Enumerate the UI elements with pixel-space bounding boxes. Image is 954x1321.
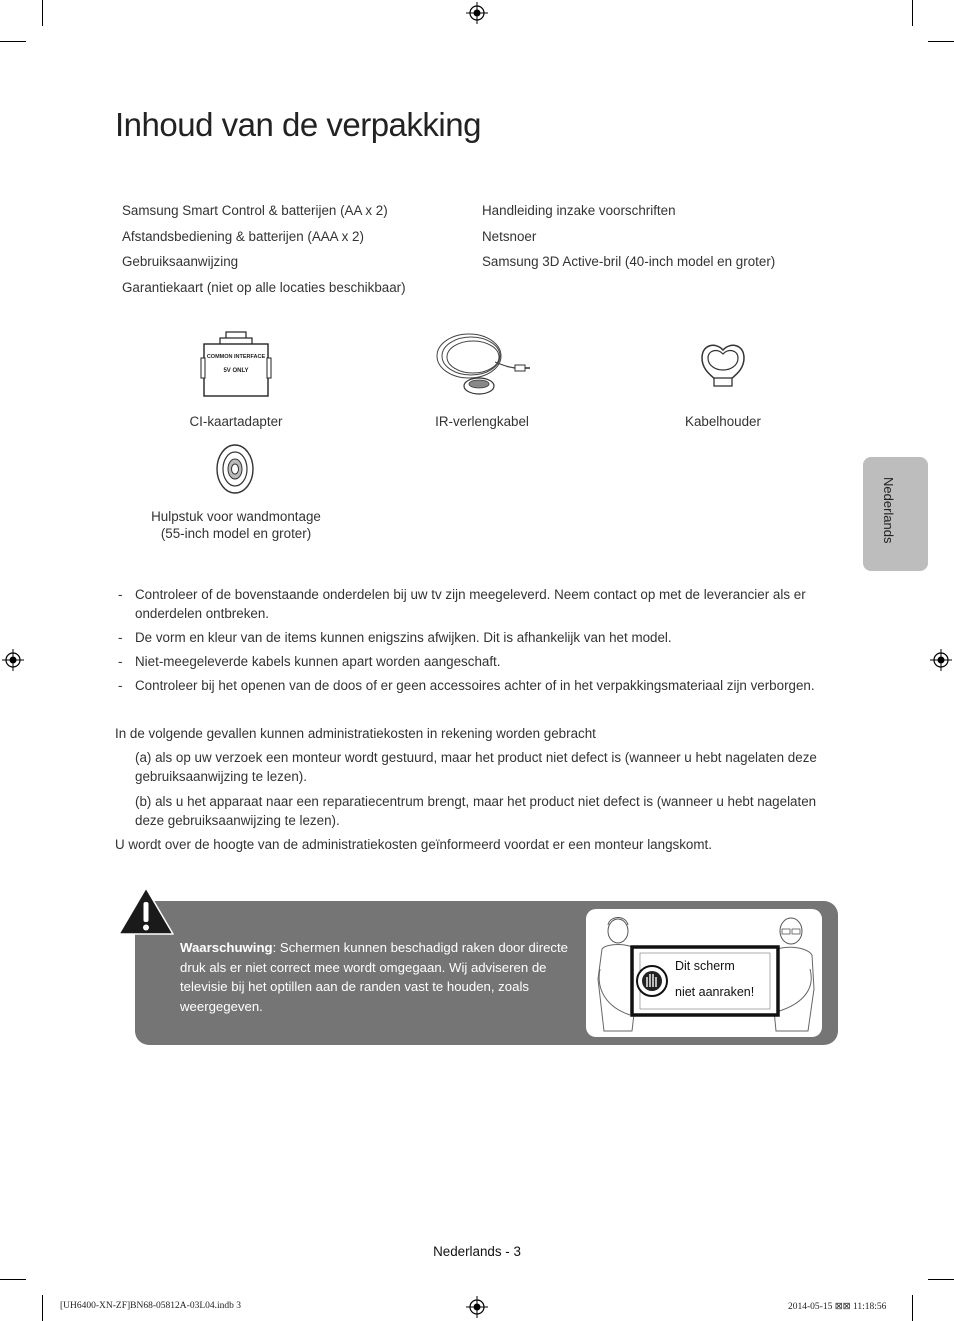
note-dash: - [118,654,123,669]
ci-card-adapter-icon [198,330,274,400]
list-item: Samsung 3D Active-bril (40-inch model en groter) [482,254,776,269]
note-dash: - [118,678,123,693]
print-slug-date: 2014-05-15 ⊠⊠ 11:18:56 [788,1302,887,1312]
crop-mark [42,0,43,26]
crop-mark [928,1279,954,1280]
accessory-caption-line: Hulpstuk voor wandmontage [151,509,321,524]
note-item [116,628,816,647]
list-item: Afstandsbediening & batterijen (AAA x 2) [122,228,364,244]
note-text: Niet-meegeleverde kabels kunnen apart worden aangeschaft. [135,654,501,669]
wall-mount-adapter-icon [212,442,258,496]
warning-body: : Schermen kunnen beschadigd raken door directe druk als er niet correct mee wordt omgegaan. Wij adviseren de televisie bij het optillen aan de randen vast te houden, zoals weergegeven. [180,940,569,1014]
page-title: Inhoud van de verpakking [115,106,481,143]
note-item [116,652,816,671]
admin-costs-section [115,724,825,854]
people-holding-tv-illustration [586,909,822,1037]
registration-mark-icon [930,649,952,671]
note-dash: - [118,630,123,645]
crop-mark [42,1295,43,1321]
side-tab-label: Nederlands [881,477,896,544]
page-footer: Nederlands - 3 [433,1244,521,1259]
warning-triangle-icon [117,886,175,936]
notes-list [116,585,816,695]
note-dash: - [118,587,123,602]
accessory-caption: IR-verlengkabel [435,414,529,429]
ir-extension-cable-icon [433,330,531,400]
cable-holder-icon [698,340,748,390]
note-text: Controleer bij het openen van de doos of er geen accessoires achter of in het verpakkingsmateriaal zijn verborgen. [135,678,815,693]
contents-list-right [482,198,822,275]
ci-card-text: 5V ONLY [223,368,249,374]
screen-warning-line1: Dit scherm [675,959,735,973]
list-item: Samsung Smart Control & batterijen (AA x 2) [122,203,388,218]
accessory-caption: Kabelhouder [685,414,761,429]
accessory-caption-line: (55-inch model en groter) [160,526,312,541]
list-item: Garantiekaart (niet op alle locaties beschikbaar) [122,279,406,295]
ci-card-text: COMMON INTERFACE [206,354,266,360]
admin-item-a: (a) als op uw verzoek een monteur wordt gestuurd, maar het product niet defect is (wanneer u hebt nagelaten deze gebruiksaanwijzing te lezen). [135,750,817,784]
language-side-tab [863,457,928,571]
note-text: Controleer of de bovenstaande onderdelen bij uw tv zijn meegeleverd. Neem contact op met de leverancier als er onderdelen ontbreken. [135,587,806,621]
warning-label: Waarschuwing [180,940,273,955]
warning-text [180,938,580,1016]
note-item [116,676,816,695]
screen-warning-line2: niet aanraken! [675,985,755,999]
crop-mark [912,0,913,26]
crop-mark [928,41,954,42]
contents-list-left [122,198,462,300]
admin-intro: In de volgende gevallen kunnen administratiekosten in rekening worden gebracht [115,726,596,741]
note-text: De vorm en kleur van de items kunnen enigszins afwijken. Dit is afhankelijk van het model. [135,630,672,645]
admin-item-b: (b) als u het apparaat naar een reparatiecentrum brengt, maar het product niet defect is (wanneer u hebt nagelaten deze gebruiksaanwijzing te lezen). [135,794,817,828]
list-item: Gebruiksaanwijzing [122,254,239,269]
accessory-caption: CI-kaartadapter [189,414,283,429]
crop-mark [0,41,26,42]
accessory-caption [136,508,336,542]
admin-outro: U wordt over de hoogte van de administratiekosten geïnformeerd voordat er een monteur langskomt. [115,837,712,852]
registration-mark-icon [2,649,24,671]
registration-mark-icon [466,1296,488,1318]
list-item: Handleiding inzake voorschriften [482,203,676,218]
note-item [116,585,816,623]
print-slug-file: [UH6400-XN-ZF]BN68-05812A-03L04.indb 3 [60,1301,242,1311]
registration-mark-icon [466,2,488,24]
list-item: Netsnoer [482,228,537,244]
tv-handling-illustration [586,909,822,1037]
crop-mark [0,1279,26,1280]
crop-mark [912,1295,913,1321]
